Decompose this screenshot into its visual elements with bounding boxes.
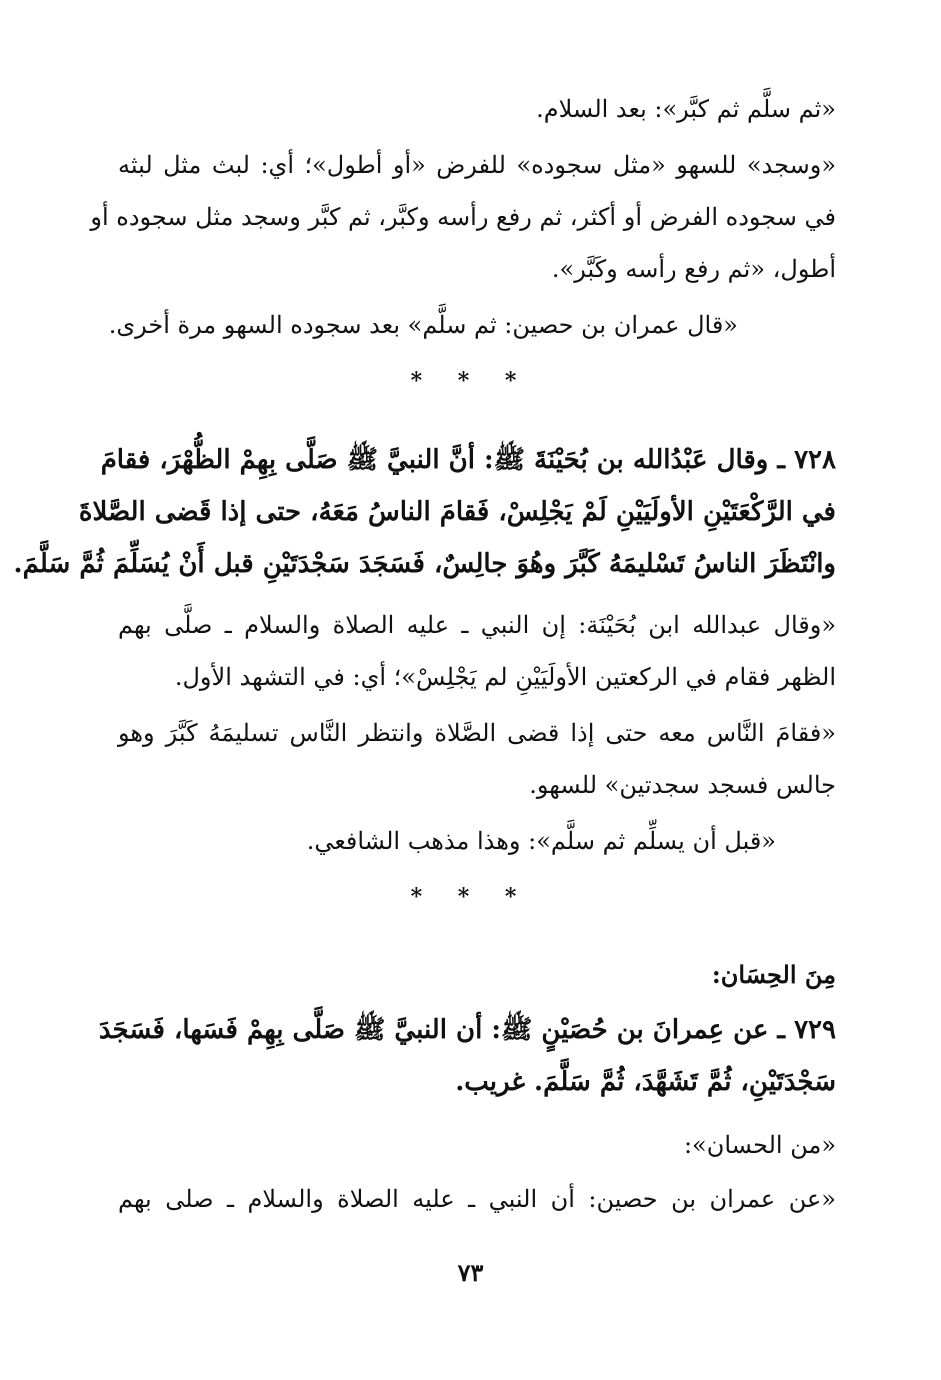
section-separator: * * * <box>410 884 531 910</box>
commentary-line: «قبل أن يسلِّم ثم سلَّم»: وهذا مذهب الشافعي. <box>306 827 776 855</box>
hadith-line: في الرَّكْعَتَيْنِ الأولَيَيْنِ لَمْ يَجْلِسْ، فَقامَ الناسُ مَعَهُ، حتى إذا قَضى الصَّلاةَ <box>78 497 836 527</box>
page-number: ٧٣ <box>457 1258 484 1287</box>
commentary-line: في سجوده الفرض أو أكثر، ثم رفع رأسه وكبَّر، ثم كبَّر وسجد مثل سجوده أو <box>90 203 836 231</box>
section-separator: * * * <box>410 368 531 394</box>
commentary-line: أطول، «ثم رفع رأسه وكَبَّر». <box>551 255 836 283</box>
commentary-line: «وقال عبدالله ابن بُحَيْنَة: إن النبي ـ عليه الصلاة والسلام ـ صلَّى بهم <box>118 611 836 639</box>
commentary-line: «وسجد» للسهو «مثل سجوده» للفرض «أو أطول»؛ أي: لبث مثل لبثه <box>118 151 836 179</box>
commentary-line: «قال عمران بن حصين: ثم سلَّم» بعد سجوده السهو مرة أخرى. <box>108 311 738 339</box>
commentary-line: جالس فسجد سجدتين» للسهو. <box>529 771 836 799</box>
commentary-line: «فقامَ النَّاس معه حتى إذا قضى الصَّلاة وانتظر النَّاس تسليمَهُ كَبَّرَ وهو <box>118 719 836 747</box>
hadith-line: وانْتَظَرَ الناسُ تَسْليمَهُ كَبَّرَ وهُوَ جالِسٌ، فَسَجَدَ سَجْدَتَيْنِ قبل أَنْ يُسَلِّمَ ثُمَّ سَلَّمَ. <box>13 549 836 579</box>
hadith-line: ٧٢٩ ـ عن عِمرانَ بن حُصَيْنٍ ﷺ: أن النبيَّ ﷺ صَلَّى بِهِمْ فَسَها، فَسَجَدَ <box>98 1015 836 1045</box>
commentary-line: الظهر فقام في الركعتين الأولَيَيْنِ لم يَجْلِسْ»؛ أي: في التشهد الأول. <box>174 663 836 691</box>
hadith-line: سَجْدَتَيْنِ، ثُمَّ تَشَهَّدَ، ثُمَّ سَلَّمَ. غريب. <box>455 1067 836 1097</box>
commentary-line: «من الحسان»: <box>683 1131 836 1159</box>
hadith-line: ٧٢٨ ـ وقال عَبْدُالله بن بُحَيْنَةَ ﷺ: أنَّ النبيَّ ﷺ صَلَّى بِهِمْ الظُّهْرَ، فقامَ <box>100 445 836 475</box>
commentary-line: «عن عمران بن حصين: أن النبي ـ عليه الصلاة والسلام ـ صلى بهم <box>118 1185 836 1213</box>
section-title: مِنَ الحِسَان: <box>711 960 836 989</box>
commentary-line: «ثم سلَّم ثم كبَّر»: بعد السلام. <box>536 95 836 123</box>
